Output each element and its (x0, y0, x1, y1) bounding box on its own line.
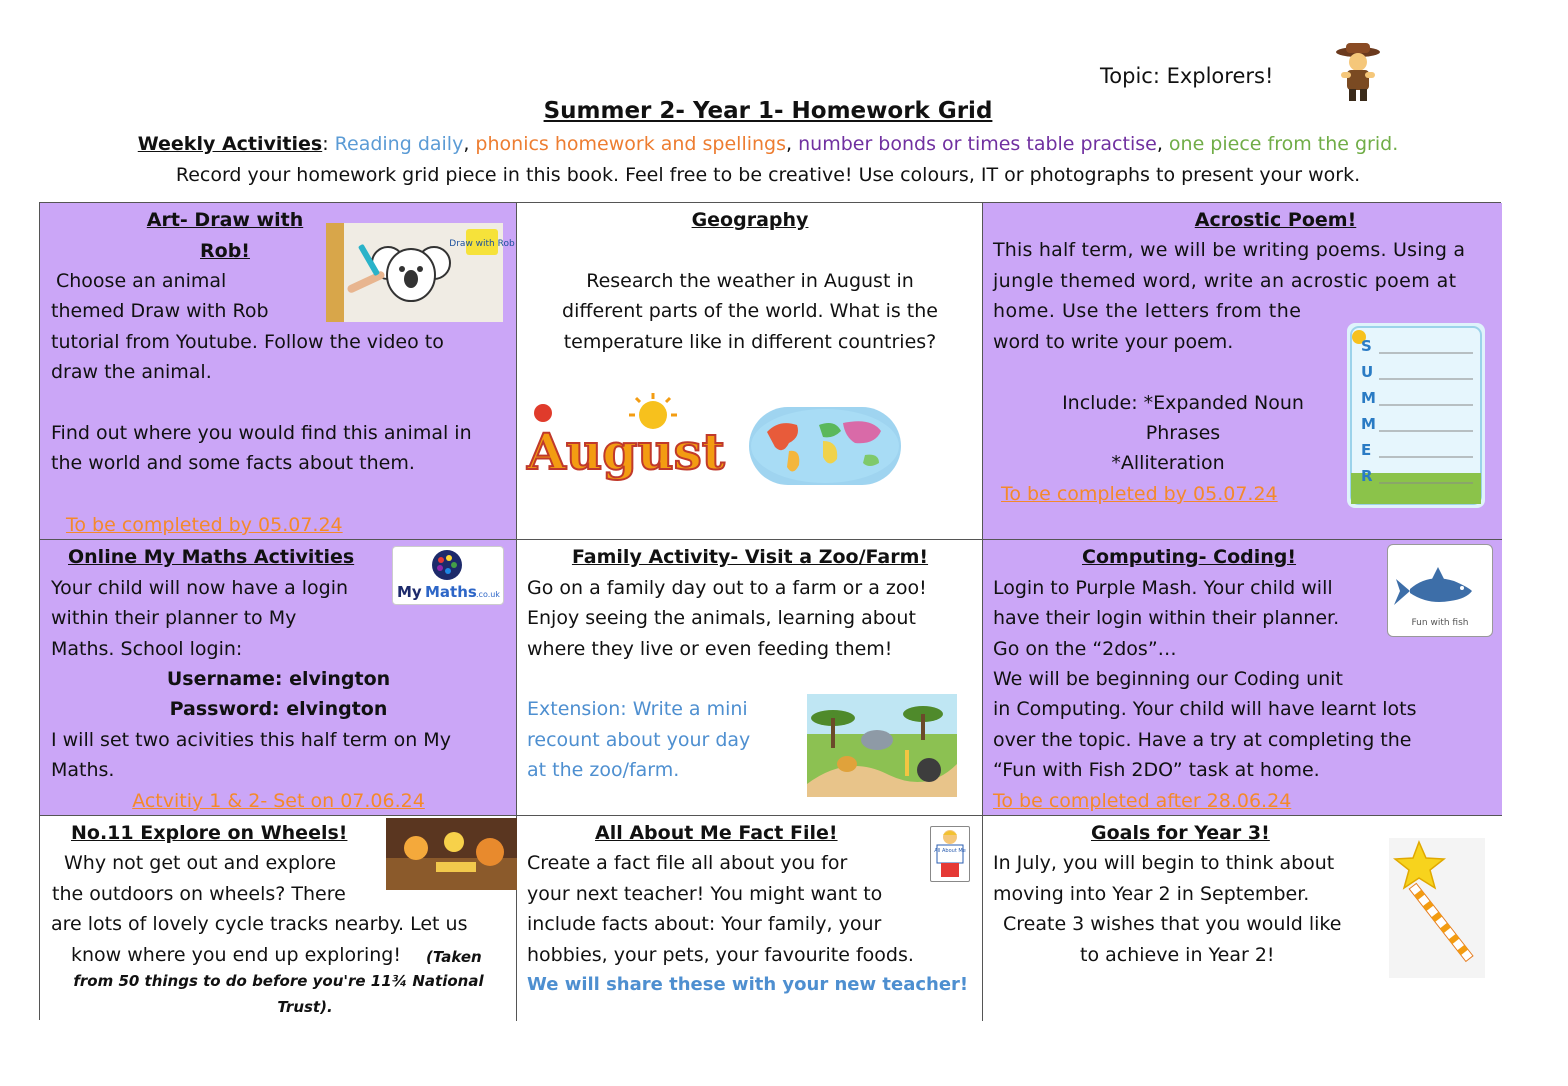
world-map-image (749, 407, 901, 485)
magic-wand-image (1389, 838, 1485, 978)
weekly-activities: Weekly Activities: Reading daily, phonics homework and spellings, number bonds or times table practise, one piece from the grid. (137, 133, 1399, 155)
wheels-scene-image (386, 818, 517, 890)
maths-deadline: Actvitiy 1 & 2- Set on 07.06.24 (132, 790, 425, 812)
august-word-art (523, 391, 729, 481)
cell-family (517, 540, 983, 816)
about-me-icon-text: All About Me (934, 848, 966, 854)
family-text-line: Go on a family day out to a farm or a zoo! (527, 577, 927, 599)
family-text-line: where they live or even feeding them! (527, 638, 893, 660)
mymaths-logo-maths: Maths (425, 583, 477, 601)
maths-title: Online My Maths Activities (68, 546, 355, 568)
maths-text-line: Maths. School login: (51, 638, 243, 660)
maths-password: Password: elvington (169, 698, 388, 720)
acrostic-letter: M (1361, 389, 1376, 407)
acrostic-letter: S (1361, 337, 1372, 355)
wheels-note: (Taken (426, 948, 482, 966)
goals-text-line: to achieve in Year 2! (1080, 944, 1275, 966)
art-title-line2: Rob! (200, 240, 250, 262)
fish-caption: Fun with fish (1411, 618, 1469, 628)
acrostic-include: Phrases (1145, 422, 1221, 444)
acrostic-include: Include: *Expanded Noun (1062, 392, 1304, 414)
art-text-line: Choose an animal (56, 270, 227, 292)
cell-wheels (40, 816, 517, 1021)
wheels-text-line: Why not get out and explore (64, 852, 337, 874)
acrostic-deadline: To be completed by 05.07.24 (1001, 483, 1278, 505)
maths-text-line: I will set two acivities this half term on My (51, 729, 451, 751)
acrostic-text-line: This half term, we will be writing poems. Using a (993, 239, 1466, 261)
maths-text-line: Maths. (51, 759, 115, 781)
computing-deadline: To be completed after 28.06.24 (993, 790, 1292, 812)
zoo-illustration (807, 694, 957, 797)
art-title-line1: Art- Draw with (146, 209, 304, 231)
page-title: Summer 2- Year 1- Homework Grid (543, 98, 993, 124)
goals-text-line: In July, you will begin to think about (993, 852, 1335, 874)
art-text-line: draw the animal. (51, 361, 212, 383)
acrostic-title: Acrostic Poem! (1194, 209, 1357, 231)
goals-title: Goals for Year 3! (1091, 822, 1270, 844)
computing-text-line: Login to Purple Mash. Your child will (993, 577, 1333, 599)
cell-maths (40, 540, 517, 816)
family-text-line: Enjoy seeing the animals, learning about (527, 607, 916, 629)
geography-text-line: Research the weather in August in (586, 270, 914, 292)
cell-about-me (517, 816, 983, 1021)
cell-goals (983, 816, 1502, 1021)
aboutme-share: We will share these with your new teacher! (527, 974, 969, 995)
family-title: Family Activity- Visit a Zoo/Farm! (571, 546, 929, 568)
computing-text-line: We will be beginning our Coding unit (993, 668, 1343, 690)
computing-title: Computing- Coding! (1082, 546, 1297, 568)
computing-text-line: Go on the “2dos”… (993, 638, 1177, 660)
goals-text-line: Create 3 wishes that you would like (1003, 913, 1342, 935)
acrostic-letter: E (1361, 441, 1372, 459)
about-me-icon (930, 826, 970, 882)
acrostic-text-line: jungle themed word, write an acrostic poem at (993, 270, 1457, 292)
acrostic-include: *Alliteration (1111, 452, 1225, 474)
explorer-clipart (1332, 40, 1384, 104)
acrostic-letter: U (1361, 363, 1374, 381)
geography-title: Geography (691, 209, 809, 231)
family-extension: Extension: Write a mini (527, 698, 748, 720)
weekly-item-numbers: number bonds or times table practise (798, 133, 1157, 155)
goals-text-line: moving into Year 2 in September. (993, 883, 1310, 905)
aboutme-text-line: your next teacher! You might want to (527, 883, 883, 905)
cell-acrostic (983, 203, 1502, 540)
maths-username: Username: elvington (166, 668, 391, 690)
art-text-line: themed Draw with Rob (51, 300, 269, 322)
homework-grid (39, 202, 1501, 1020)
weekly-item-reading: Reading daily (334, 133, 464, 155)
geography-text-line: temperature like in different countries? (563, 331, 937, 353)
computing-text-line: “Fun with Fish 2DO” task at home. (993, 759, 1320, 781)
august-word: August (527, 422, 725, 481)
acrostic-text-line: home. Use the letters from the (993, 300, 1302, 322)
cell-art (40, 203, 517, 540)
weekly-item-grid: one piece from the grid. (1168, 133, 1399, 155)
cell-geography (517, 203, 983, 540)
summer-acrostic-image (1347, 323, 1485, 508)
art-text-line: tutorial from Youtube. Follow the video to (51, 331, 444, 353)
weekly-item-phonics: phonics homework and spellings (475, 133, 787, 155)
wheels-title: No.11 Explore on Wheels! (71, 822, 348, 844)
aboutme-title: All About Me Fact File! (595, 822, 838, 844)
family-extension: at the zoo/farm. (527, 759, 680, 781)
geography-text-line: different parts of the world. What is the (562, 300, 938, 322)
aboutme-text-line: Create a fact file all about you for (527, 852, 848, 874)
art-text-line: Find out where you would find this animal in (51, 422, 472, 444)
mymaths-logo-my: My (397, 583, 422, 601)
aboutme-text-line: include facts about: Your family, your (527, 913, 882, 935)
acrostic-letter: R (1361, 467, 1373, 485)
aboutme-text-line: hobbies, your pets, your favourite foods. (527, 944, 914, 966)
wheels-text-line: are lots of lovely cycle tracks nearby. Let us (51, 913, 468, 935)
koala-drawing-image (326, 223, 515, 322)
acrostic-text-line: word to write your poem. (993, 331, 1234, 353)
family-extension: recount about your day (527, 729, 751, 751)
computing-text-line: have their login within their planner. (993, 607, 1340, 629)
mymaths-logo (392, 546, 504, 605)
computing-text-line: in Computing. Your child will have learnt lots (993, 698, 1417, 720)
draw-with-rob-badge: Draw with Rob (449, 239, 515, 249)
maths-text-line: within their planner to My (51, 607, 297, 629)
wheels-note: Trust). (277, 998, 333, 1016)
record-instructions: Record your homework grid piece in this book. Feel free to be creative! Use colours, IT or photographs to present your work. (175, 164, 1361, 186)
art-deadline: To be completed by 05.07.24 (66, 514, 343, 536)
wheels-note: from 50 things to do before you're 11¾ National (73, 972, 484, 990)
maths-text-line: Your child will now have a login (51, 577, 349, 599)
acrostic-letter: M (1361, 415, 1376, 433)
cell-computing (983, 540, 1502, 816)
wheels-text-line: the outdoors on wheels? There (52, 883, 346, 905)
weekly-label: Weekly Activities (137, 133, 323, 155)
mymaths-logo-domain: .co.uk (476, 590, 500, 599)
fun-with-fish-image (1387, 544, 1493, 637)
art-text-line: the world and some facts about them. (51, 452, 415, 474)
computing-text-line: over the topic. Have a try at completing the (993, 729, 1412, 751)
wheels-text-line: know where you end up exploring! (71, 944, 401, 966)
topic-label: Topic: Explorers! (1100, 64, 1274, 88)
